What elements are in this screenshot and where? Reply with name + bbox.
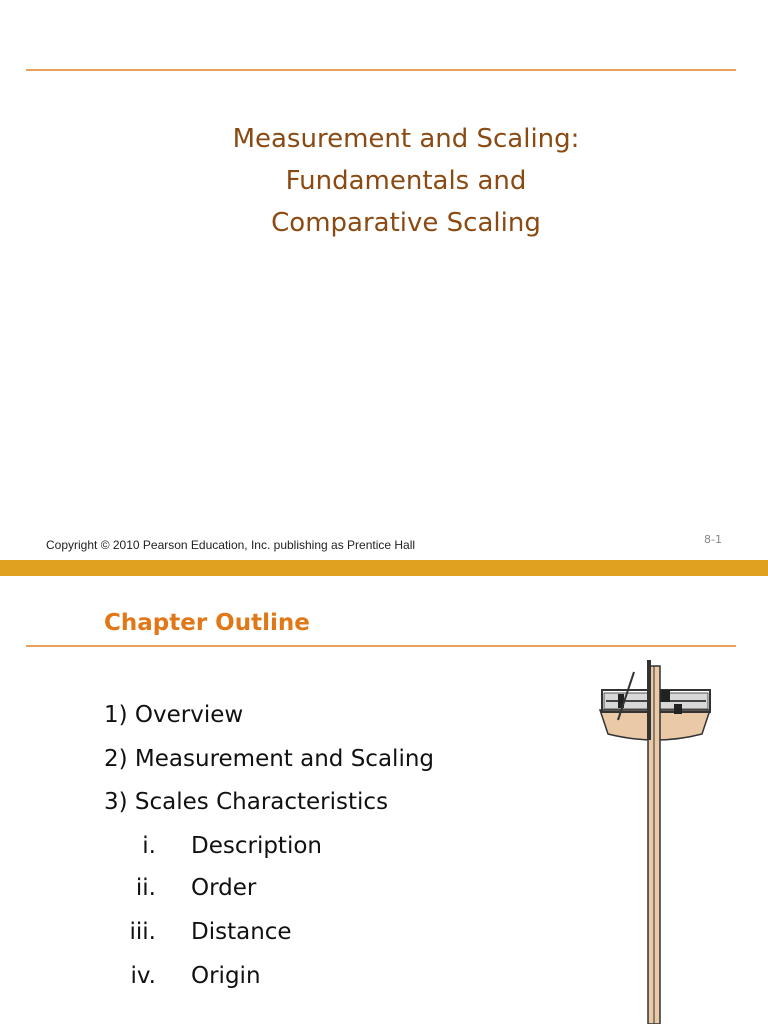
slide-2 — [0, 576, 768, 1024]
subitem-number: iv. — [130, 963, 156, 989]
title-line-3: Comparative Scaling — [271, 208, 541, 238]
title-line-1: Measurement and Scaling: — [232, 124, 580, 154]
outline-item-overview: 1) Overview — [104, 702, 244, 728]
chapter-outline-heading: Chapter Outline — [104, 610, 310, 636]
outline-item-measurement: 2) Measurement and Scaling — [104, 746, 435, 772]
subitem-order: Order — [191, 875, 257, 901]
subitem-number: i. — [142, 833, 156, 859]
balance-scale-icon — [594, 660, 718, 1024]
title-line-2: Fundamentals and — [285, 166, 527, 196]
subitem-origin: Origin — [191, 963, 261, 989]
copyright-text: Copyright © 2010 Pearson Education, Inc. publishing as Prentice Hall — [46, 538, 416, 552]
heading-rule — [26, 645, 736, 647]
subitem-number: ii. — [135, 875, 156, 901]
subitem-number: iii. — [129, 919, 156, 945]
top-rule — [26, 69, 736, 71]
page-number: 8-1 — [704, 533, 722, 546]
slide-separator — [0, 560, 768, 576]
subitem-description: Description — [191, 833, 322, 859]
outline-item-scales: 3) Scales Characteristics — [104, 789, 389, 815]
subitem-distance: Distance — [191, 919, 292, 945]
